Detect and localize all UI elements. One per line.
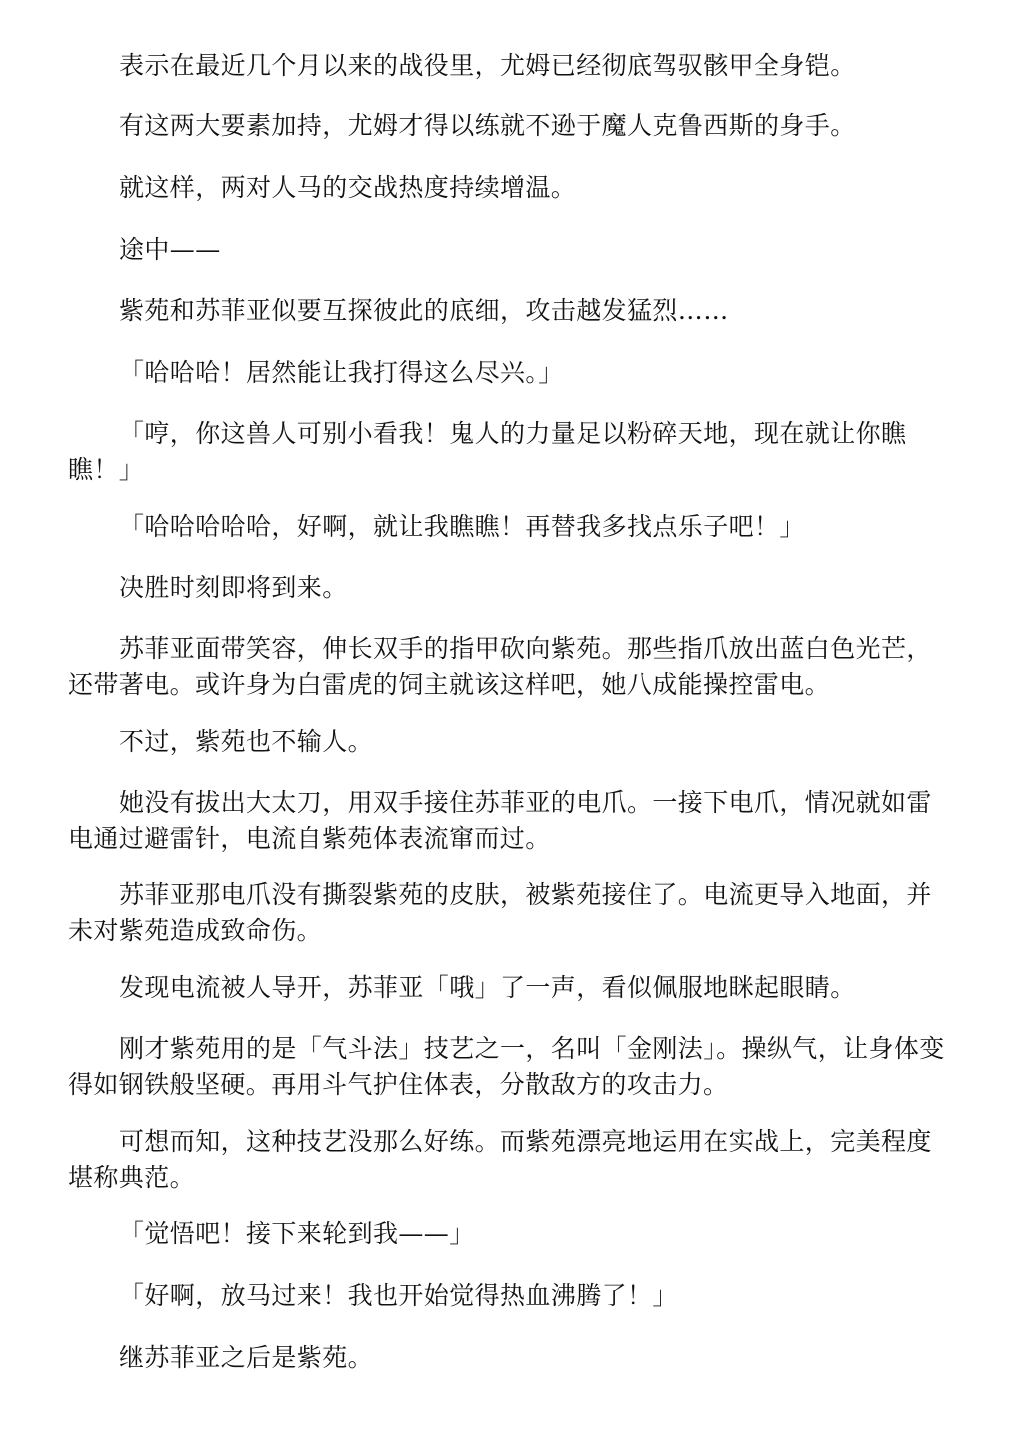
dialogue-line: 「哼，你这兽人可别小看我！鬼人的力量足以粉碎天地，现在就让你瞧瞧！」 — [68, 419, 907, 484]
paragraph: 途中—— — [119, 235, 221, 264]
dialogue-line: 「好啊，放马过来！我也开始觉得热血沸腾了！」 — [119, 1281, 678, 1310]
paragraph: 决胜时刻即将到来。 — [119, 573, 348, 602]
paragraph: 就这样，两对人马的交战热度持续增温。 — [119, 173, 577, 202]
paragraph: 可想而知，这种技艺没那么好练。而紫苑漂亮地运用在实战上，完美程度堪称典范。 — [68, 1127, 932, 1192]
paragraph: 她没有拔出大太刀，用双手接住苏菲亚的电爪。一接下电爪，情况就如雷电通过避雷针，电流自紫苑体表流窜而过。 — [68, 788, 932, 853]
paragraph: 苏菲亚面带笑容，伸长双手的指甲砍向紫苑。那些指爪放出蓝白色光芒，还带著电。或许身为白雷虎的饲主就该这样吧，她八成能操控雷电。 — [68, 634, 932, 699]
paragraph: 苏菲亚那电爪没有撕裂紫苑的皮肤，被紫苑接住了。电流更导入地面，并未对紫苑造成致命伤。 — [68, 880, 932, 945]
paragraph: 紫苑和苏菲亚似要互探彼此的底细，攻击越发猛烈…… — [119, 296, 729, 325]
paragraph: 表示在最近几个月以来的战役里，尤姆已经彻底驾驭骸甲全身铠。 — [119, 51, 856, 80]
paragraph: 继苏菲亚之后是紫苑。 — [119, 1343, 374, 1372]
paragraph: 不过，紫苑也不输人。 — [119, 727, 374, 756]
dialogue-line: 「哈哈哈！居然能让我打得这么尽兴。」 — [119, 358, 564, 387]
dialogue-line: 「觉悟吧！接下来轮到我——」 — [119, 1219, 475, 1248]
paragraph: 有这两大要素加持，尤姆才得以练就不逊于魔人克鲁西斯的身手。 — [119, 111, 856, 140]
paragraph: 刚才紫苑用的是「气斗法」技艺之一，名叫「金刚法」。操纵气，让身体变得如钢铁般坚硬。再用斗气护住体表，分散敌方的攻击力。 — [68, 1034, 945, 1099]
dialogue-line: 「哈哈哈哈哈，好啊，就让我瞧瞧！再替我多找点乐子吧！」 — [119, 512, 805, 541]
paragraph: 发现电流被人导开，苏菲亚「哦」了一声，看似佩服地眯起眼睛。 — [119, 973, 856, 1002]
